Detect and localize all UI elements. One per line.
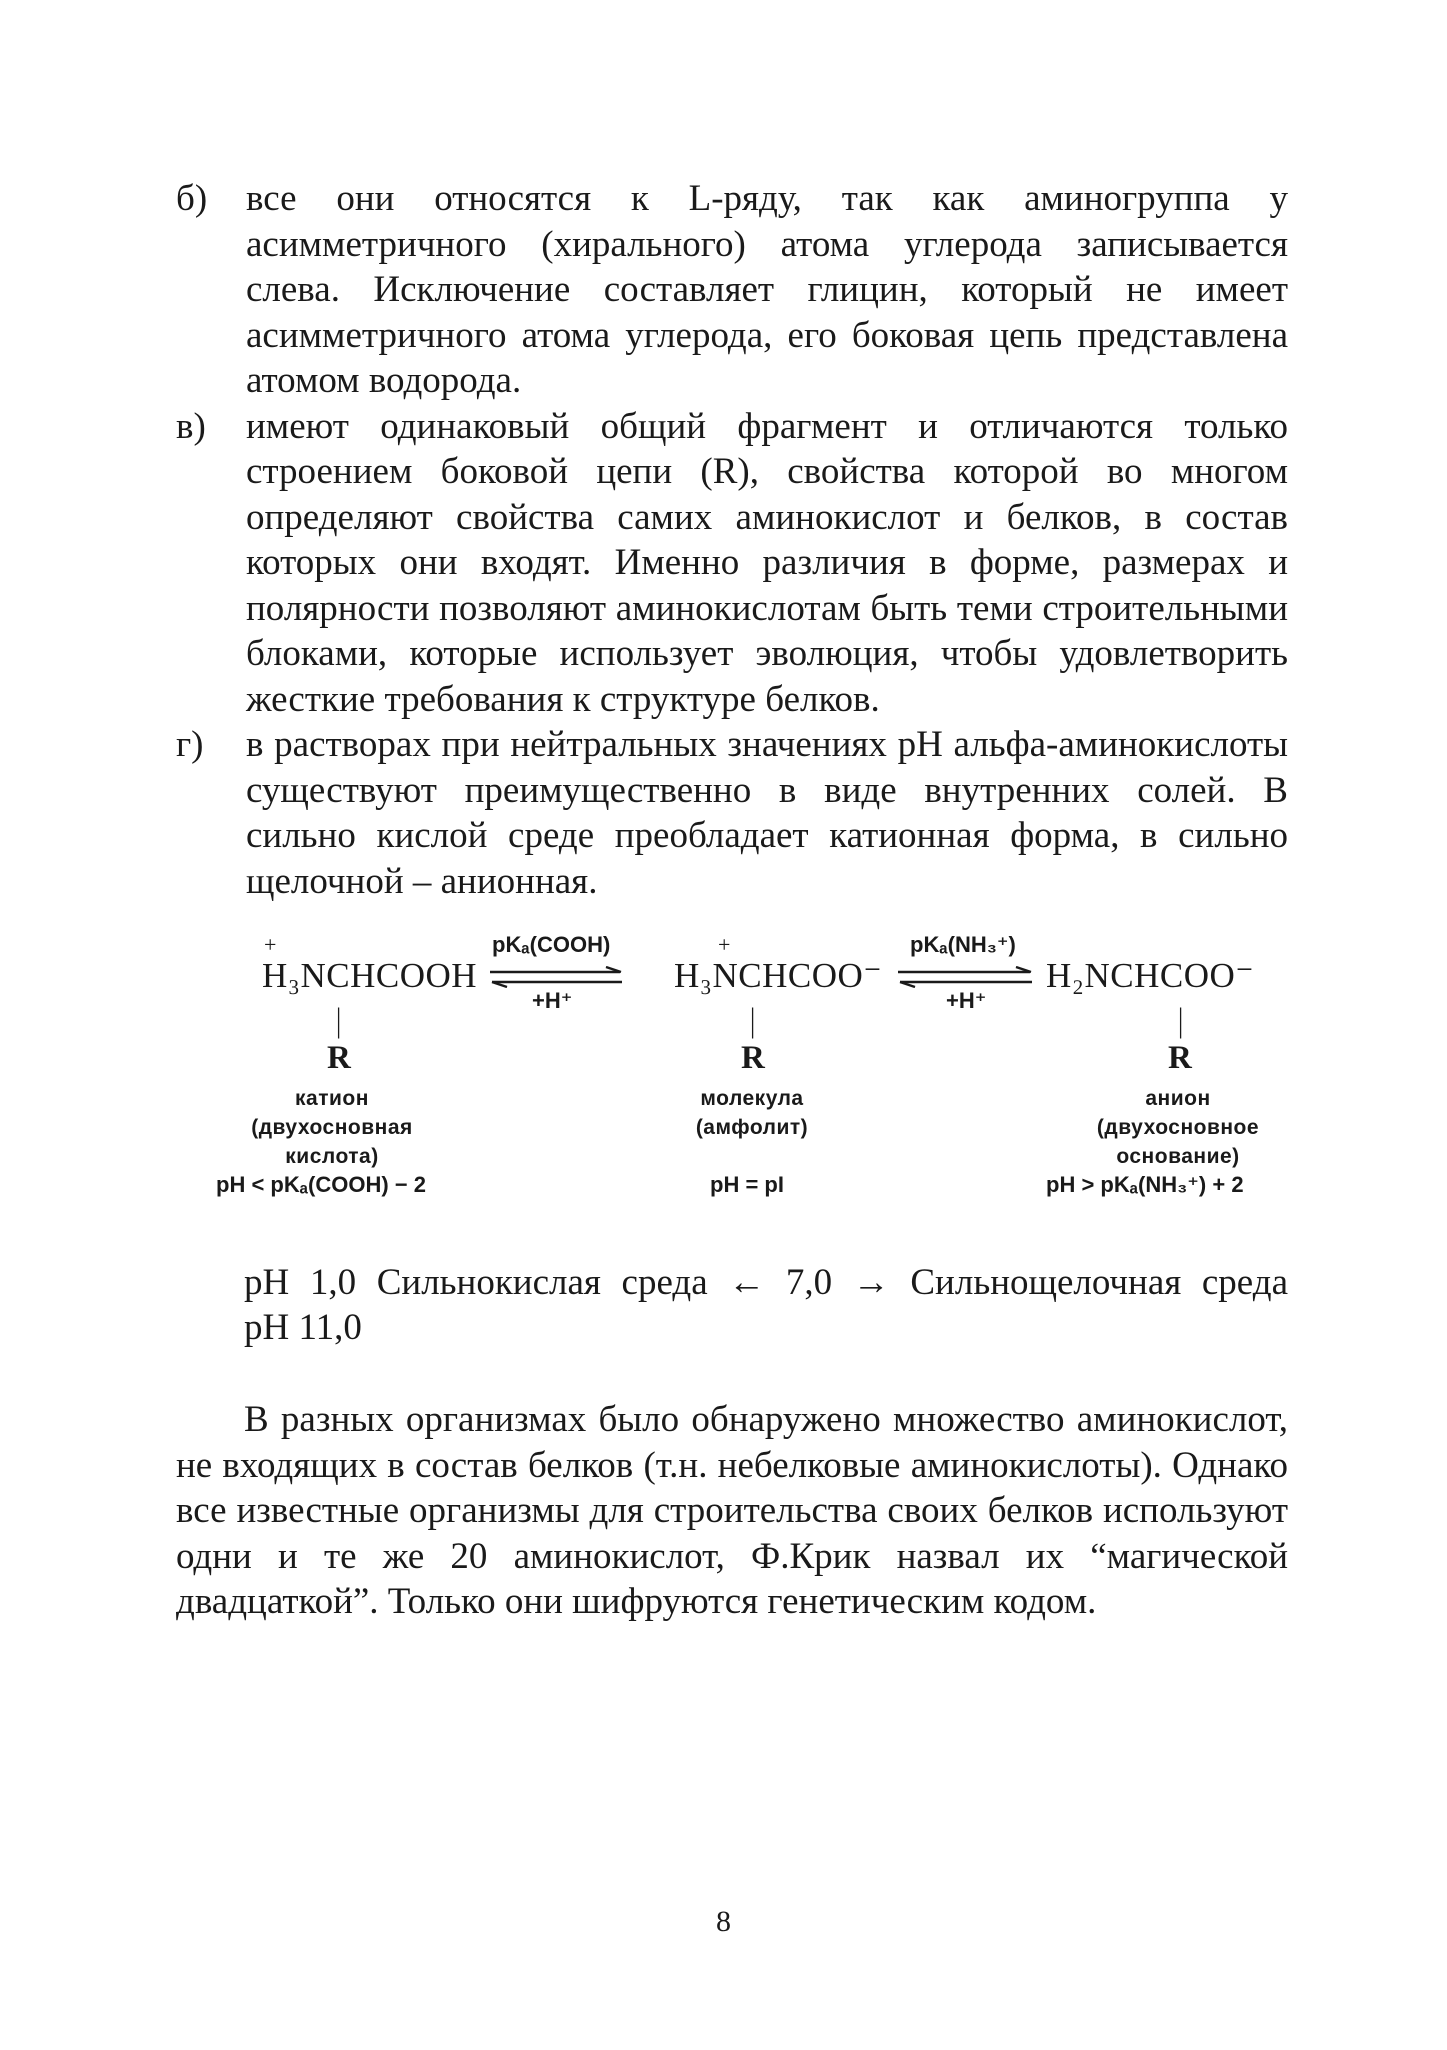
list-item — [176, 404, 1288, 723]
ph-scale-line: pH 1,0 Сильнокислая среда ← 7,0 → Сильнощелочная среда — [244, 1262, 1288, 1303]
zwitterion-condition: pH = pI — [710, 1172, 784, 1197]
caption-line: анион — [1145, 1087, 1211, 1110]
cation-bond: | — [336, 1001, 342, 1040]
caption-line: катион — [295, 1087, 369, 1110]
anion-condition: pH > pKₐ(NH₃⁺) + 2 — [1046, 1172, 1244, 1197]
list-marker: г) — [176, 724, 204, 765]
list-marker: б) — [176, 178, 208, 219]
caption-line: кислота) — [285, 1145, 379, 1168]
list — [176, 176, 1288, 904]
ph-scale — [244, 1260, 1288, 1350]
cation-caption — [202, 1084, 462, 1171]
list-item-text: в растворах при нейтральных значениях pH альфа-аминокислоты существуют преимущественно в виде внутренних солей. В сильно кислой среде преобладает катионная форма, в сильно щелочной – анионная. — [246, 724, 1288, 902]
equilibrium-arrow-2 — [896, 966, 1034, 988]
list-item — [176, 722, 1288, 904]
caption-line: (двухосновное — [1096, 1116, 1260, 1139]
ionization-scheme — [210, 930, 1300, 1210]
list-item-text: все они относятся к L-ряду, так как аминогруппа у асимметричного (хирального) атома углерода записывается слева. Исключение составляет глицин, который не имеет асимметричного атома углерода, его боковая цепь представлена атомом водорода. — [246, 178, 1288, 401]
arrow1-top-label: pKₐ(COOH) — [492, 932, 611, 957]
cation-condition: pH < pKₐ(COOH) − 2 — [216, 1172, 426, 1197]
zwitterion-charge: + — [718, 932, 731, 957]
zwitterion-r-group: R — [741, 1040, 765, 1076]
cation-charge: + — [264, 932, 277, 957]
page-number: 8 — [716, 1905, 731, 1938]
equilibrium-arrow-1 — [488, 966, 624, 988]
anion-formula: H₂NCHCOO⁻ — [1046, 956, 1255, 995]
caption-line: (двухосновная — [251, 1116, 413, 1139]
anion-caption — [1048, 1084, 1308, 1171]
zwitterion-bond: | — [750, 1001, 756, 1040]
zwitterion-formula: H₃NCHCOO⁻ — [674, 956, 883, 995]
arrow1-bottom-label: +H⁺ — [532, 988, 573, 1013]
ph-scale-line: pH 11,0 — [244, 1307, 362, 1348]
list-item — [176, 176, 1288, 404]
caption-line: молекула — [700, 1087, 804, 1110]
body-paragraph: В разных организмах было обнаружено множество аминокислот, не входящих в состав белков (т.н. небелковые аминокислоты). Однако все известные организмы для строительства своих белков используют одни и те же 20 аминокислот, Ф.Крик назвал их “магической двадцаткой”. Только они шифруются генетическим кодом. — [176, 1399, 1288, 1622]
cation-formula: H₃NCHCOOH — [262, 956, 478, 995]
caption-line: основание) — [1116, 1145, 1240, 1168]
list-marker: в) — [176, 405, 206, 447]
arrow2-bottom-label: +H⁺ — [946, 988, 987, 1013]
anion-r-group: R — [1168, 1040, 1192, 1076]
list-item-text: имеют одинаковый общий фрагмент и отличаются только строением боковой цепи (R), свойства которой во многом определяют свойства самих аминокислот и белков, в состав которых они входят. Именно различия в форме, размерах и полярности позволяют аминокислотам быть теми строительными блоками, которые использует эволюция, чтобы удовлетворить жесткие требования к структуре белков. — [246, 405, 1288, 720]
cation-r-group: R — [327, 1040, 351, 1076]
zwitterion-caption — [622, 1084, 882, 1142]
arrow2-top-label: pKₐ(NH₃⁺) — [910, 932, 1016, 957]
anion-bond: | — [1178, 1001, 1184, 1040]
caption-line: (амфолит) — [695, 1116, 809, 1139]
